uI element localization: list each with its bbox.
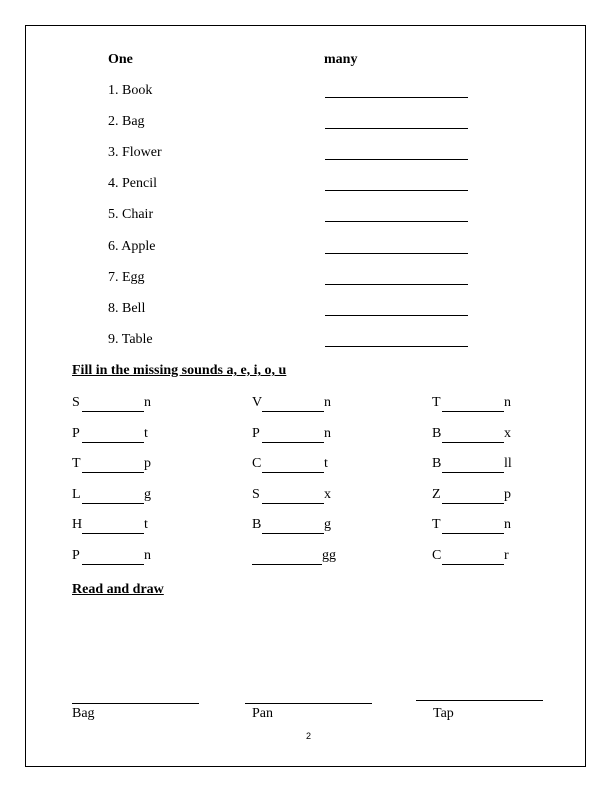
plural-answer-line[interactable] [325, 346, 468, 347]
missing-sound-item [252, 548, 342, 566]
missing-sound-item [432, 517, 522, 535]
plural-answer-line[interactable] [325, 253, 468, 254]
blank-line[interactable] [82, 517, 144, 534]
plural-item: 7. Egg [108, 270, 145, 285]
plural-answer-line[interactable] [325, 97, 468, 98]
blank-line[interactable] [442, 548, 504, 565]
blank-line[interactable] [442, 487, 504, 504]
letter-before: S [72, 395, 80, 410]
letter-before: S [252, 487, 260, 502]
letter-before: T [72, 456, 81, 471]
letter-before: C [432, 548, 442, 563]
plural-item: 9. Table [108, 332, 153, 347]
letter-after: r [504, 548, 509, 563]
missing-sound-item [432, 395, 522, 413]
letter-before: T [432, 517, 441, 532]
plural-item: 5. Chair [108, 207, 154, 222]
missing-sound-item [252, 395, 342, 413]
missing-sound-item [72, 395, 162, 413]
read-and-draw-title: Read and draw [72, 582, 164, 597]
plural-item: 6. Apple [108, 239, 156, 254]
plural-item: 3. Flower [108, 145, 162, 160]
letter-after: x [324, 487, 331, 502]
letter-after: g [144, 487, 151, 502]
header-many: many [324, 52, 358, 67]
header-one: One [108, 52, 133, 67]
plural-answer-line[interactable] [325, 159, 468, 160]
blank-line[interactable] [442, 426, 504, 443]
missing-sound-item [252, 426, 342, 444]
missing-sound-item [72, 487, 162, 505]
letter-after: p [504, 487, 511, 502]
letter-before: T [432, 395, 441, 410]
plural-answer-line[interactable] [325, 190, 468, 191]
letter-before: P [72, 426, 80, 441]
draw-line[interactable] [245, 703, 372, 704]
blank-line[interactable] [262, 395, 324, 412]
letter-after: t [324, 456, 328, 471]
blank-line[interactable] [442, 395, 504, 412]
draw-line[interactable] [416, 700, 543, 701]
draw-label: Tap [433, 706, 454, 721]
missing-sound-item [252, 456, 342, 474]
missing-sound-item [432, 487, 522, 505]
blank-line[interactable] [82, 456, 144, 473]
blank-line[interactable] [82, 426, 144, 443]
blank-line[interactable] [82, 487, 144, 504]
letter-before: P [252, 426, 260, 441]
letter-after: n [504, 395, 511, 410]
letter-after: p [144, 456, 151, 471]
blank-line[interactable] [262, 487, 324, 504]
letter-after: ll [504, 456, 512, 471]
missing-sound-item [252, 517, 342, 535]
missing-sound-item [432, 426, 522, 444]
plural-item: 8. Bell [108, 301, 146, 316]
blank-line[interactable] [82, 395, 144, 412]
missing-sound-item [252, 487, 342, 505]
missing-sound-item [432, 548, 522, 566]
plural-answer-line[interactable] [325, 284, 468, 285]
letter-before: P [72, 548, 80, 563]
missing-sound-item [432, 456, 522, 474]
missing-sound-item [72, 456, 162, 474]
letter-before: B [252, 517, 262, 532]
letter-before: Z [432, 487, 441, 502]
letter-after: t [144, 426, 148, 441]
blank-line[interactable] [262, 456, 324, 473]
letter-before: B [432, 456, 442, 471]
missing-sound-item [72, 426, 162, 444]
letter-after: x [504, 426, 511, 441]
blank-line[interactable] [442, 456, 504, 473]
letter-after: n [504, 517, 511, 532]
letter-after: n [144, 548, 151, 563]
letter-after: t [144, 517, 148, 532]
draw-label: Bag [72, 706, 95, 721]
plural-answer-line[interactable] [325, 221, 468, 222]
blank-line[interactable] [82, 548, 144, 565]
letter-after: n [324, 395, 331, 410]
letter-before: V [252, 395, 263, 410]
blank-line[interactable] [262, 426, 324, 443]
blank-line[interactable] [442, 517, 504, 534]
draw-label: Pan [252, 706, 273, 721]
letter-before: C [252, 456, 262, 471]
plural-item: 2. Bag [108, 114, 145, 129]
letter-before: B [432, 426, 442, 441]
letter-before: H [72, 517, 83, 532]
missing-sound-item [72, 517, 162, 535]
letter-before: L [72, 487, 81, 502]
plural-item: 1. Book [108, 83, 153, 98]
letter-after: gg [322, 548, 336, 563]
page-number: 2 [306, 731, 312, 741]
draw-line[interactable] [72, 703, 199, 704]
plural-answer-line[interactable] [325, 128, 468, 129]
letter-after: n [144, 395, 151, 410]
missing-sounds-title: Fill in the missing sounds a, e, i, o, u [72, 363, 287, 378]
letter-after: g [324, 517, 331, 532]
plural-item: 4. Pencil [108, 176, 157, 191]
plural-answer-line[interactable] [325, 315, 468, 316]
missing-sound-item [72, 548, 162, 566]
blank-line[interactable] [252, 548, 322, 565]
letter-after: n [324, 426, 331, 441]
blank-line[interactable] [262, 517, 324, 534]
